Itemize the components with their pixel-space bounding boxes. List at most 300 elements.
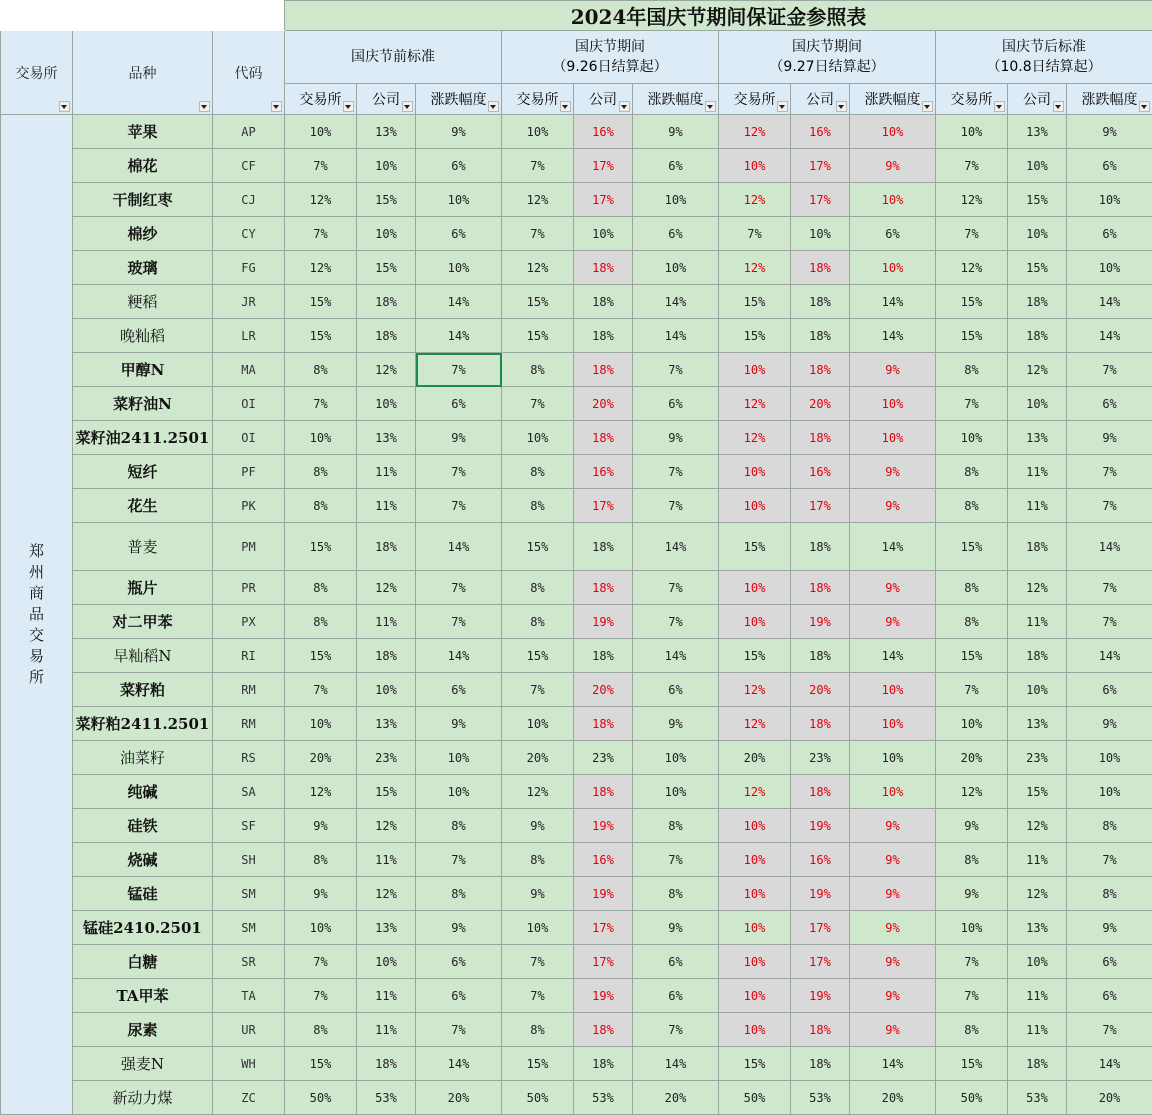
code-cell[interactable]: SA (213, 775, 285, 809)
value-cell[interactable]: 7% (416, 489, 502, 523)
value-cell[interactable]: 15% (936, 639, 1008, 673)
subheader-limit-range[interactable] (416, 84, 502, 115)
code-cell[interactable]: RM (213, 673, 285, 707)
value-cell[interactable]: 15% (502, 1047, 574, 1081)
value-cell[interactable]: 10% (285, 707, 357, 741)
value-cell[interactable]: 10% (633, 251, 719, 285)
value-cell[interactable]: 10% (936, 115, 1008, 149)
value-cell[interactable]: 6% (1067, 979, 1152, 1013)
value-cell[interactable]: 12% (719, 183, 791, 217)
value-cell[interactable]: 8% (416, 877, 502, 911)
code-cell[interactable]: RI (213, 639, 285, 673)
filter-dropdown-icon[interactable] (560, 101, 571, 112)
value-cell[interactable]: 6% (1067, 149, 1152, 183)
value-cell[interactable]: 10% (1067, 183, 1152, 217)
value-cell[interactable]: 20% (574, 387, 633, 421)
code-cell[interactable]: CF (213, 149, 285, 183)
value-cell[interactable]: 9% (633, 421, 719, 455)
value-cell[interactable]: 10% (633, 183, 719, 217)
value-cell[interactable]: 9% (1067, 421, 1152, 455)
value-cell[interactable]: 8% (502, 1013, 574, 1047)
subheader-company-margin[interactable] (574, 84, 633, 115)
variety-cell[interactable]: 油菜籽 (73, 741, 213, 775)
value-cell[interactable]: 12% (1008, 571, 1067, 605)
value-cell[interactable]: 18% (574, 707, 633, 741)
value-cell[interactable]: 7% (633, 1013, 719, 1047)
code-cell[interactable]: AP (213, 115, 285, 149)
value-cell[interactable]: 50% (502, 1081, 574, 1115)
value-cell[interactable]: 10% (850, 741, 936, 775)
value-cell[interactable]: 9% (850, 149, 936, 183)
code-cell[interactable]: MA (213, 353, 285, 387)
value-cell[interactable]: 11% (1008, 1013, 1067, 1047)
code-cell[interactable]: SM (213, 911, 285, 945)
value-cell[interactable]: 8% (285, 843, 357, 877)
value-cell[interactable]: 15% (719, 1047, 791, 1081)
value-cell[interactable]: 53% (357, 1081, 416, 1115)
value-cell[interactable]: 16% (791, 843, 850, 877)
value-cell[interactable]: 14% (850, 1047, 936, 1081)
value-cell[interactable]: 23% (574, 741, 633, 775)
filter-dropdown-icon[interactable] (343, 101, 354, 112)
value-cell[interactable]: 7% (502, 673, 574, 707)
value-cell[interactable]: 13% (1008, 911, 1067, 945)
value-cell[interactable]: 17% (791, 945, 850, 979)
value-cell[interactable]: 15% (719, 639, 791, 673)
value-cell[interactable]: 10% (936, 421, 1008, 455)
subheader-limit-range[interactable] (633, 84, 719, 115)
value-cell[interactable]: 7% (502, 149, 574, 183)
value-cell[interactable]: 9% (850, 979, 936, 1013)
variety-cell[interactable]: 花生 (73, 489, 213, 523)
value-cell[interactable]: 9% (1067, 911, 1152, 945)
value-cell[interactable]: 9% (850, 455, 936, 489)
value-cell[interactable]: 18% (791, 571, 850, 605)
variety-cell[interactable]: 菜籽粕2411.2501 (73, 707, 213, 741)
value-cell[interactable]: 10% (719, 455, 791, 489)
value-cell[interactable]: 12% (1008, 353, 1067, 387)
variety-cell[interactable]: 苹果 (73, 115, 213, 149)
variety-cell[interactable]: 菜籽油N (73, 387, 213, 421)
value-cell[interactable]: 7% (416, 605, 502, 639)
value-cell[interactable]: 16% (574, 115, 633, 149)
value-cell[interactable]: 10% (502, 911, 574, 945)
value-cell[interactable]: 8% (1067, 877, 1152, 911)
value-cell[interactable]: 7% (633, 489, 719, 523)
variety-cell[interactable]: 瓶片 (73, 571, 213, 605)
variety-cell[interactable]: 烧碱 (73, 843, 213, 877)
value-cell[interactable]: 6% (633, 387, 719, 421)
value-cell[interactable]: 14% (850, 285, 936, 319)
value-cell[interactable]: 20% (633, 1081, 719, 1115)
value-cell[interactable]: 15% (285, 1047, 357, 1081)
value-cell[interactable]: 11% (1008, 489, 1067, 523)
value-cell[interactable]: 8% (502, 605, 574, 639)
value-cell[interactable]: 20% (791, 673, 850, 707)
value-cell[interactable]: 7% (633, 605, 719, 639)
variety-cell[interactable]: 强麦N (73, 1047, 213, 1081)
value-cell[interactable]: 16% (791, 455, 850, 489)
value-cell[interactable]: 12% (1008, 809, 1067, 843)
value-cell[interactable]: 9% (850, 571, 936, 605)
value-cell[interactable]: 10% (502, 421, 574, 455)
value-cell[interactable]: 12% (502, 251, 574, 285)
value-cell[interactable]: 7% (502, 945, 574, 979)
code-cell[interactable]: WH (213, 1047, 285, 1081)
value-cell[interactable]: 10% (719, 979, 791, 1013)
value-cell[interactable]: 18% (357, 285, 416, 319)
value-cell[interactable]: 15% (936, 1047, 1008, 1081)
value-cell[interactable]: 8% (502, 571, 574, 605)
value-cell[interactable]: 15% (936, 285, 1008, 319)
value-cell[interactable]: 10% (285, 911, 357, 945)
variety-cell[interactable]: 普麦 (73, 523, 213, 571)
code-cell[interactable]: SF (213, 809, 285, 843)
value-cell[interactable]: 15% (285, 639, 357, 673)
value-cell[interactable]: 9% (850, 605, 936, 639)
variety-cell[interactable]: 硅铁 (73, 809, 213, 843)
filter-dropdown-icon[interactable] (59, 101, 70, 112)
value-cell[interactable]: 19% (791, 809, 850, 843)
value-cell[interactable]: 10% (719, 809, 791, 843)
value-cell[interactable]: 10% (1008, 217, 1067, 251)
value-cell[interactable]: 11% (1008, 843, 1067, 877)
value-cell[interactable]: 9% (633, 707, 719, 741)
value-cell[interactable]: 23% (1008, 741, 1067, 775)
value-cell[interactable]: 17% (791, 183, 850, 217)
value-cell[interactable]: 6% (416, 673, 502, 707)
value-cell[interactable]: 12% (357, 809, 416, 843)
value-cell[interactable]: 15% (719, 285, 791, 319)
value-cell[interactable]: 15% (357, 251, 416, 285)
filter-dropdown-icon[interactable] (836, 101, 847, 112)
value-cell[interactable]: 6% (850, 217, 936, 251)
value-cell[interactable]: 10% (850, 251, 936, 285)
value-cell[interactable]: 14% (416, 639, 502, 673)
value-cell[interactable]: 12% (719, 673, 791, 707)
variety-cell[interactable]: TA甲苯 (73, 979, 213, 1013)
value-cell[interactable]: 18% (791, 707, 850, 741)
variety-cell[interactable]: 锰硅 (73, 877, 213, 911)
value-cell[interactable]: 6% (1067, 217, 1152, 251)
value-cell[interactable]: 18% (1008, 639, 1067, 673)
value-cell[interactable]: 7% (936, 979, 1008, 1013)
value-cell[interactable]: 18% (574, 1013, 633, 1047)
value-cell[interactable]: 19% (791, 979, 850, 1013)
value-cell[interactable]: 8% (285, 1013, 357, 1047)
value-cell[interactable]: 7% (936, 387, 1008, 421)
value-cell[interactable]: 9% (416, 911, 502, 945)
value-cell[interactable]: 18% (791, 523, 850, 571)
code-cell[interactable]: ZC (213, 1081, 285, 1115)
subheader-exchange-margin[interactable] (936, 84, 1008, 115)
value-cell[interactable]: 8% (502, 843, 574, 877)
value-cell[interactable]: 12% (719, 387, 791, 421)
value-cell[interactable]: 7% (285, 979, 357, 1013)
value-cell[interactable]: 6% (416, 387, 502, 421)
value-cell[interactable]: 10% (1008, 387, 1067, 421)
value-cell[interactable]: 10% (1008, 945, 1067, 979)
value-cell[interactable]: 10% (1008, 673, 1067, 707)
value-cell[interactable]: 6% (633, 979, 719, 1013)
value-cell[interactable]: 14% (1067, 523, 1152, 571)
value-cell[interactable]: 9% (416, 115, 502, 149)
value-cell[interactable]: 17% (791, 489, 850, 523)
code-cell[interactable]: OI (213, 387, 285, 421)
value-cell[interactable]: 14% (850, 639, 936, 673)
value-cell[interactable]: 12% (502, 775, 574, 809)
code-cell[interactable]: CJ (213, 183, 285, 217)
value-cell[interactable]: 7% (936, 945, 1008, 979)
value-cell[interactable]: 10% (1067, 251, 1152, 285)
value-cell[interactable]: 8% (936, 1013, 1008, 1047)
value-cell[interactable]: 50% (719, 1081, 791, 1115)
value-cell[interactable]: 13% (357, 115, 416, 149)
value-cell[interactable]: 11% (357, 1013, 416, 1047)
value-cell[interactable]: 18% (357, 523, 416, 571)
value-cell[interactable]: 14% (416, 523, 502, 571)
code-cell[interactable]: RS (213, 741, 285, 775)
value-cell[interactable]: 15% (1008, 183, 1067, 217)
value-cell[interactable]: 15% (357, 183, 416, 217)
value-cell[interactable]: 19% (574, 605, 633, 639)
value-cell[interactable]: 8% (1067, 809, 1152, 843)
value-cell[interactable]: 17% (574, 489, 633, 523)
value-cell[interactable]: 8% (936, 455, 1008, 489)
variety-cell[interactable]: 棉花 (73, 149, 213, 183)
value-cell[interactable]: 7% (1067, 843, 1152, 877)
value-cell[interactable]: 18% (1008, 523, 1067, 571)
value-cell[interactable]: 10% (1067, 741, 1152, 775)
filter-dropdown-icon[interactable] (922, 101, 933, 112)
value-cell[interactable]: 12% (1008, 877, 1067, 911)
value-cell[interactable]: 9% (633, 911, 719, 945)
value-cell[interactable]: 7% (1067, 571, 1152, 605)
value-cell[interactable]: 7% (502, 387, 574, 421)
value-cell[interactable]: 15% (285, 319, 357, 353)
value-cell[interactable]: 7% (1067, 1013, 1152, 1047)
value-cell[interactable]: 11% (1008, 605, 1067, 639)
value-cell[interactable]: 14% (633, 285, 719, 319)
value-cell[interactable]: 17% (791, 911, 850, 945)
value-cell[interactable]: 18% (574, 571, 633, 605)
value-cell[interactable]: 20% (1067, 1081, 1152, 1115)
value-cell[interactable]: 7% (1067, 489, 1152, 523)
value-cell[interactable]: 14% (416, 319, 502, 353)
value-cell[interactable]: 9% (936, 809, 1008, 843)
value-cell[interactable]: 10% (719, 1013, 791, 1047)
value-cell[interactable]: 14% (633, 639, 719, 673)
value-cell[interactable]: 12% (285, 775, 357, 809)
variety-cell[interactable]: 早籼稻N (73, 639, 213, 673)
code-cell[interactable]: SR (213, 945, 285, 979)
value-cell[interactable]: 7% (416, 455, 502, 489)
value-cell[interactable]: 7% (285, 149, 357, 183)
value-cell[interactable]: 18% (791, 353, 850, 387)
value-cell[interactable]: 14% (633, 1047, 719, 1081)
filter-dropdown-icon[interactable] (1139, 101, 1150, 112)
value-cell[interactable]: 6% (416, 945, 502, 979)
value-cell[interactable]: 9% (850, 945, 936, 979)
value-cell[interactable]: 10% (850, 775, 936, 809)
value-cell[interactable]: 10% (719, 911, 791, 945)
value-cell[interactable]: 9% (416, 707, 502, 741)
value-cell[interactable]: 14% (633, 319, 719, 353)
value-cell[interactable]: 12% (357, 353, 416, 387)
value-cell[interactable]: 53% (1008, 1081, 1067, 1115)
value-cell[interactable]: 15% (1008, 775, 1067, 809)
value-cell[interactable]: 14% (850, 319, 936, 353)
value-cell[interactable]: 8% (936, 353, 1008, 387)
subheader-limit-range[interactable] (1067, 84, 1152, 115)
value-cell[interactable]: 10% (416, 183, 502, 217)
value-cell[interactable]: 19% (574, 877, 633, 911)
filter-dropdown-icon[interactable] (271, 101, 282, 112)
variety-cell[interactable]: 锰硅2410.2501 (73, 911, 213, 945)
value-cell[interactable]: 13% (1008, 707, 1067, 741)
value-cell[interactable]: 20% (502, 741, 574, 775)
value-cell[interactable]: 10% (416, 741, 502, 775)
value-cell[interactable]: 15% (936, 319, 1008, 353)
value-cell[interactable]: 14% (416, 285, 502, 319)
value-cell[interactable]: 7% (285, 217, 357, 251)
value-cell[interactable]: 15% (285, 523, 357, 571)
value-cell[interactable]: 10% (357, 673, 416, 707)
value-cell[interactable]: 12% (936, 251, 1008, 285)
value-cell[interactable]: 9% (1067, 115, 1152, 149)
code-cell[interactable]: LR (213, 319, 285, 353)
value-cell[interactable]: 10% (719, 877, 791, 911)
value-cell[interactable]: 18% (791, 1013, 850, 1047)
value-cell[interactable]: 17% (574, 911, 633, 945)
value-cell[interactable]: 20% (416, 1081, 502, 1115)
value-cell[interactable]: 7% (416, 1013, 502, 1047)
value-cell[interactable]: 8% (285, 455, 357, 489)
value-cell[interactable]: 9% (285, 877, 357, 911)
value-cell[interactable]: 8% (416, 809, 502, 843)
value-cell[interactable]: 10% (850, 115, 936, 149)
value-cell[interactable]: 15% (502, 285, 574, 319)
value-cell[interactable]: 10% (502, 115, 574, 149)
value-cell[interactable]: 18% (574, 639, 633, 673)
code-cell[interactable]: SM (213, 877, 285, 911)
value-cell[interactable]: 8% (633, 877, 719, 911)
value-cell[interactable]: 18% (574, 353, 633, 387)
header-code[interactable] (213, 31, 285, 115)
value-cell[interactable]: 18% (357, 1047, 416, 1081)
value-cell[interactable]: 18% (791, 251, 850, 285)
value-cell[interactable]: 13% (1008, 421, 1067, 455)
value-cell[interactable]: 18% (1008, 319, 1067, 353)
code-cell[interactable]: FG (213, 251, 285, 285)
value-cell[interactable]: 6% (1067, 673, 1152, 707)
code-cell[interactable]: JR (213, 285, 285, 319)
value-cell[interactable]: 6% (633, 217, 719, 251)
value-cell[interactable]: 6% (633, 149, 719, 183)
value-cell[interactable]: 12% (719, 115, 791, 149)
value-cell[interactable]: 9% (1067, 707, 1152, 741)
value-cell[interactable]: 9% (633, 115, 719, 149)
value-cell[interactable]: 17% (574, 945, 633, 979)
value-cell[interactable]: 14% (1067, 639, 1152, 673)
value-cell[interactable]: 7% (416, 843, 502, 877)
value-cell[interactable]: 10% (633, 741, 719, 775)
value-cell[interactable]: 8% (285, 353, 357, 387)
value-cell[interactable]: 10% (719, 571, 791, 605)
code-cell[interactable]: PF (213, 455, 285, 489)
value-cell[interactable]: 9% (850, 877, 936, 911)
value-cell[interactable]: 18% (791, 1047, 850, 1081)
value-cell[interactable]: 18% (574, 775, 633, 809)
value-cell[interactable]: 6% (633, 673, 719, 707)
value-cell[interactable]: 7% (1067, 455, 1152, 489)
value-cell[interactable]: 50% (285, 1081, 357, 1115)
value-cell[interactable]: 8% (285, 571, 357, 605)
value-cell[interactable]: 8% (285, 605, 357, 639)
value-cell[interactable]: 18% (791, 421, 850, 455)
code-cell[interactable]: TA (213, 979, 285, 1013)
value-cell[interactable]: 10% (1008, 149, 1067, 183)
value-cell[interactable]: 15% (502, 523, 574, 571)
value-cell[interactable]: 15% (357, 775, 416, 809)
value-cell[interactable]: 50% (936, 1081, 1008, 1115)
value-cell[interactable]: 7% (502, 217, 574, 251)
value-cell[interactable]: 14% (1067, 1047, 1152, 1081)
value-cell[interactable]: 13% (1008, 115, 1067, 149)
variety-cell[interactable]: 棉纱 (73, 217, 213, 251)
value-cell[interactable]: 11% (1008, 979, 1067, 1013)
value-cell[interactable]: 8% (502, 353, 574, 387)
value-cell[interactable]: 18% (791, 775, 850, 809)
value-cell[interactable]: 11% (1008, 455, 1067, 489)
value-cell[interactable]: 10% (719, 945, 791, 979)
value-cell[interactable]: 10% (357, 217, 416, 251)
value-cell[interactable]: 12% (285, 251, 357, 285)
value-cell[interactable]: 16% (791, 115, 850, 149)
value-cell[interactable]: 11% (357, 489, 416, 523)
value-cell[interactable]: 7% (285, 945, 357, 979)
value-cell[interactable]: 17% (574, 149, 633, 183)
value-cell[interactable]: 10% (936, 707, 1008, 741)
variety-cell[interactable]: 玻璃 (73, 251, 213, 285)
value-cell[interactable]: 8% (502, 489, 574, 523)
value-cell[interactable]: 18% (574, 251, 633, 285)
header-variety[interactable] (73, 31, 213, 115)
value-cell[interactable]: 7% (416, 353, 502, 387)
value-cell[interactable]: 20% (936, 741, 1008, 775)
filter-dropdown-icon[interactable] (199, 101, 210, 112)
value-cell[interactable]: 16% (574, 843, 633, 877)
value-cell[interactable]: 23% (357, 741, 416, 775)
value-cell[interactable]: 10% (416, 775, 502, 809)
value-cell[interactable]: 19% (574, 809, 633, 843)
variety-cell[interactable]: 尿素 (73, 1013, 213, 1047)
subheader-exchange-margin[interactable] (285, 84, 357, 115)
subheader-exchange-margin[interactable] (502, 84, 574, 115)
value-cell[interactable]: 11% (357, 979, 416, 1013)
value-cell[interactable]: 7% (936, 217, 1008, 251)
value-cell[interactable]: 8% (936, 843, 1008, 877)
value-cell[interactable]: 7% (285, 387, 357, 421)
code-cell[interactable]: PX (213, 605, 285, 639)
value-cell[interactable]: 6% (416, 979, 502, 1013)
value-cell[interactable]: 10% (502, 707, 574, 741)
value-cell[interactable]: 12% (719, 421, 791, 455)
value-cell[interactable]: 16% (574, 455, 633, 489)
value-cell[interactable]: 23% (791, 741, 850, 775)
value-cell[interactable]: 7% (936, 149, 1008, 183)
value-cell[interactable]: 20% (791, 387, 850, 421)
